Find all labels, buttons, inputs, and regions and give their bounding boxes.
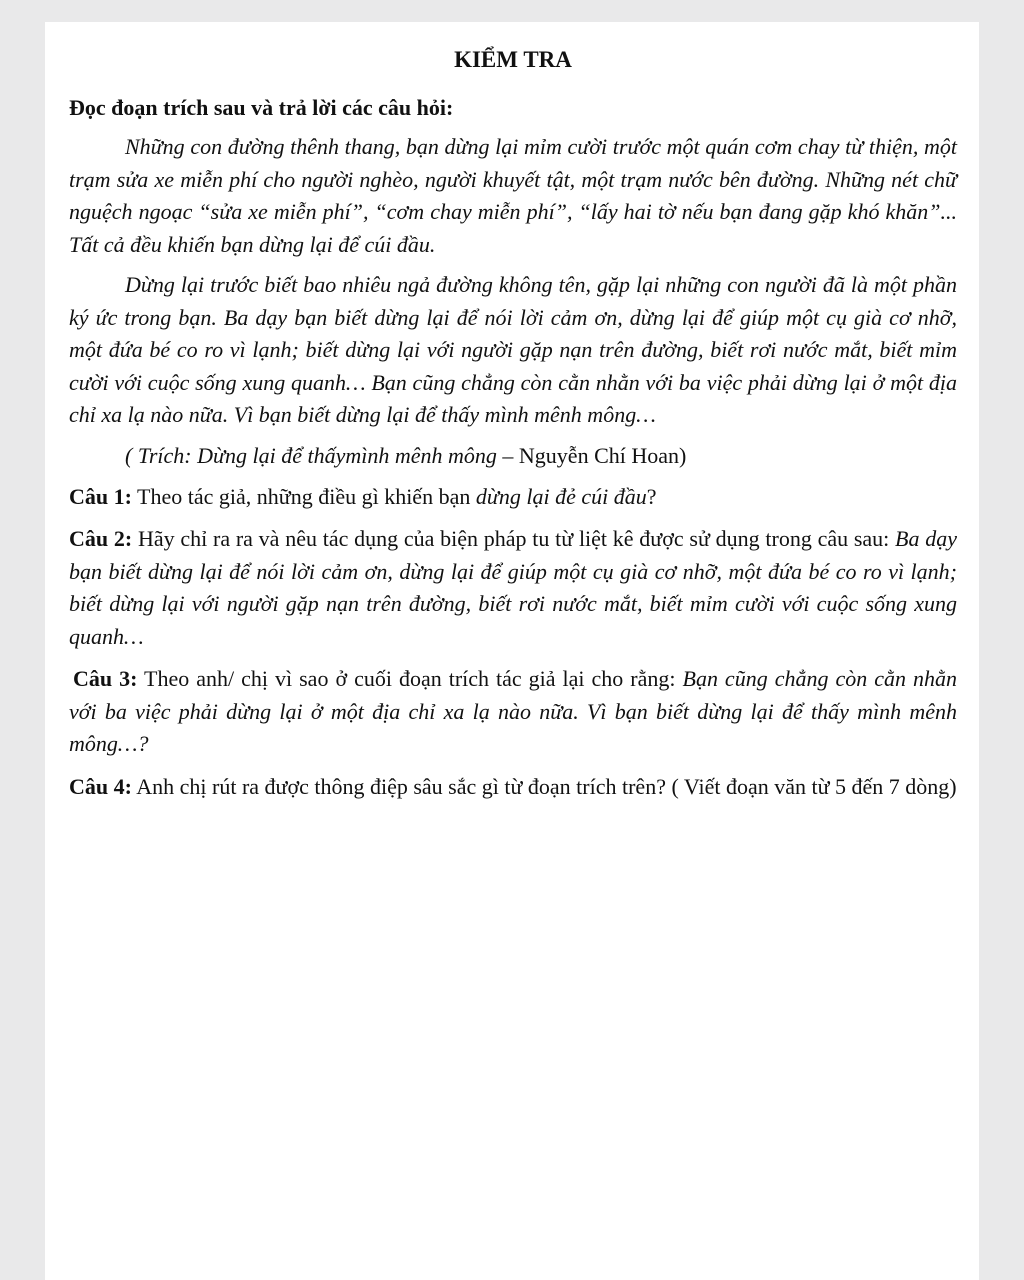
passage-source: [69, 440, 957, 472]
question-number: Câu 4:: [69, 773, 132, 799]
document-page: [45, 22, 979, 1280]
question-quote: Bạn cũng chẳng còn cằn nhằn với ba việc phải dừng lại ở một địa chỉ xa lạ nào nữa. Vì bạn biết dừng lại để thấy mình mênh mông…?: [69, 666, 957, 756]
source-work-title: Dừng lại để thấymình mênh mông: [197, 442, 497, 468]
question-text: Theo anh/ chị vì sao ở cuối đoạn trích tác giả lại cho rằng:: [137, 666, 683, 691]
source-prefix: ( Trích:: [125, 442, 198, 468]
source-author: – Nguyễn Chí Hoan): [496, 442, 687, 468]
question-number: Câu 1:: [69, 483, 132, 509]
question-4: [69, 771, 957, 804]
question-number: Câu 2:: [69, 526, 133, 551]
page-title: KIỂM TRA: [454, 47, 572, 72]
question-text: Hãy chỉ ra ra và nêu tác dụng của biện pháp tu từ liệt kê được sử dụng trong câu sau:: [132, 526, 896, 551]
question-quote: Ba dạy bạn biết dừng lại để nói lời cảm ơn, dừng lại để giúp một cụ già cơ nhỡ, một đứa bé co ro vì lạnh; biết dừng lại với người gặp nạn trên đường, biết rơi nước mắt, biết mỉm cười với cuộc sống xung quanh…: [69, 526, 958, 649]
question-quote: dừng lại đẻ cúi đầu: [475, 483, 647, 509]
passage-paragraph-1: Những con đường thênh thang, bạn dừng lại mỉm cười trước một quán cơm chay từ thiện, một trạm sửa xe miễn phí cho người nghèo, người khuyết tật, một trạm nước bên đường. Những nét chữ nguệch ngoạc “sửa xe miễn phí”, “cơm chay miễn phí”, “lấy hai tờ nếu bạn đang gặp khó khăn”... Tất cả đều khiến bạn dừng lại để cúi đầu.: [69, 134, 957, 257]
instruction-heading: Đọc đoạn trích sau và trả lời các câu hỏi:: [69, 95, 454, 120]
question-2: [69, 523, 957, 653]
question-number: Câu 3:: [73, 666, 138, 691]
question-text: Anh chị rút ra được thông điệp sâu sắc gì từ đoạn trích trên? ( Viết đoạn văn từ 5 đến 7 dòng): [131, 773, 957, 799]
question-1: [69, 481, 957, 514]
question-tail: ?: [646, 483, 657, 509]
passage-paragraph-2: Dừng lại trước biết bao nhiêu ngả đường không tên, gặp lại những con người đã là một phần ký ức trong bạn. Ba dạy bạn biết dừng lại để nói lời cảm ơn, dừng lại để giúp một cụ già cơ nhỡ, một đứa bé co ro vì lạnh; biết dừng lại với người gặp nạn trên đường, biết rơi nước mắt, biết mỉm cười với cuộc sống xung quanh… Bạn cũng chẳng còn cằn nhằn với ba việc phải dừng lại ở một địa chỉ xa lạ nào nữa. Vì bạn biết dừng lại để thấy mình mênh mông…: [69, 272, 957, 427]
question-3: [69, 663, 957, 761]
question-text: Theo tác giả, những điều gì khiến bạn: [131, 483, 476, 509]
